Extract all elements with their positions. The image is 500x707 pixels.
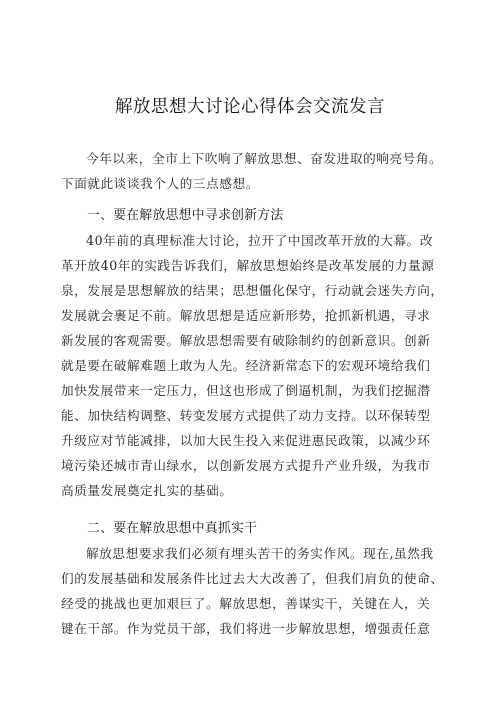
paragraph-line: 们的发展基础和发展条件比过去大大改善了，但我们肩负的使命、	[61, 571, 444, 586]
paragraph-line: 泉，发展是思想解放的结果；思想僵化保守，行动就会迷失方向，	[61, 283, 444, 298]
section-1-paragraph	[61, 228, 445, 503]
paragraph-line: 能、加快结构调整、转变发展方式提供了动力支持。以环保转型	[61, 408, 431, 423]
section-2-paragraph	[61, 541, 445, 641]
paragraph-line: 境污染还城市青山绿水，以创新发展方式提升产业升级，为我市	[61, 458, 431, 473]
intro-line: 今年以来，全市上下吹响了解放思想、奋发进取的响亮号角。	[86, 151, 443, 166]
paragraph-line: 高质量发展奠定扎实的基础。	[61, 483, 233, 498]
section-1-heading: 一、要在解放思想中寻求创新方法	[87, 208, 284, 223]
document-title: 解放思想大讨论心得体会交流发言	[115, 97, 385, 117]
paragraph-line: 发展就会裹足不前。解放思想是适应新形势，抢抓新机遇，寻求	[61, 308, 431, 323]
paragraph-line: 解放思想要求我们必须有埋头苦干的务实作风。现在,虽然我	[86, 546, 434, 561]
paragraph-line: 升级应对节能减排，以加大民生投入来促进惠民政策，以减少环	[61, 433, 431, 448]
section-2-heading: 二、要在解放思想中真抓实干	[87, 521, 258, 536]
paragraph-line: 就是要在破解难题上敢为人先。经济新常态下的宏观环境给我们	[61, 358, 431, 373]
intro-line: 下面就此谈谈我个人的三点感想。	[61, 176, 259, 191]
paragraph-line: 键在干部。作为党员干部，我们将进一步解放思想，增强责任意	[61, 621, 431, 636]
paragraph-line: 革开放40年的实践告诉我们，解放思想始终是改革发展的力量源	[61, 258, 435, 273]
paragraph-line: 40年前的真理标准大讨论，拉开了中国改革开放的大幕。改	[86, 233, 434, 248]
paragraph-line: 新发展的客观需要。解放思想需要有破除制约的创新意识。创新	[61, 333, 431, 348]
intro-paragraph	[61, 146, 445, 196]
paragraph-line: 经受的挑战也更加艰巨了。解放思想，善谋实干，关键在人，关	[61, 596, 431, 611]
paragraph-line: 加快发展带来一定压力，但这也形成了倒逼机制，为我们挖掘潜	[61, 383, 431, 398]
